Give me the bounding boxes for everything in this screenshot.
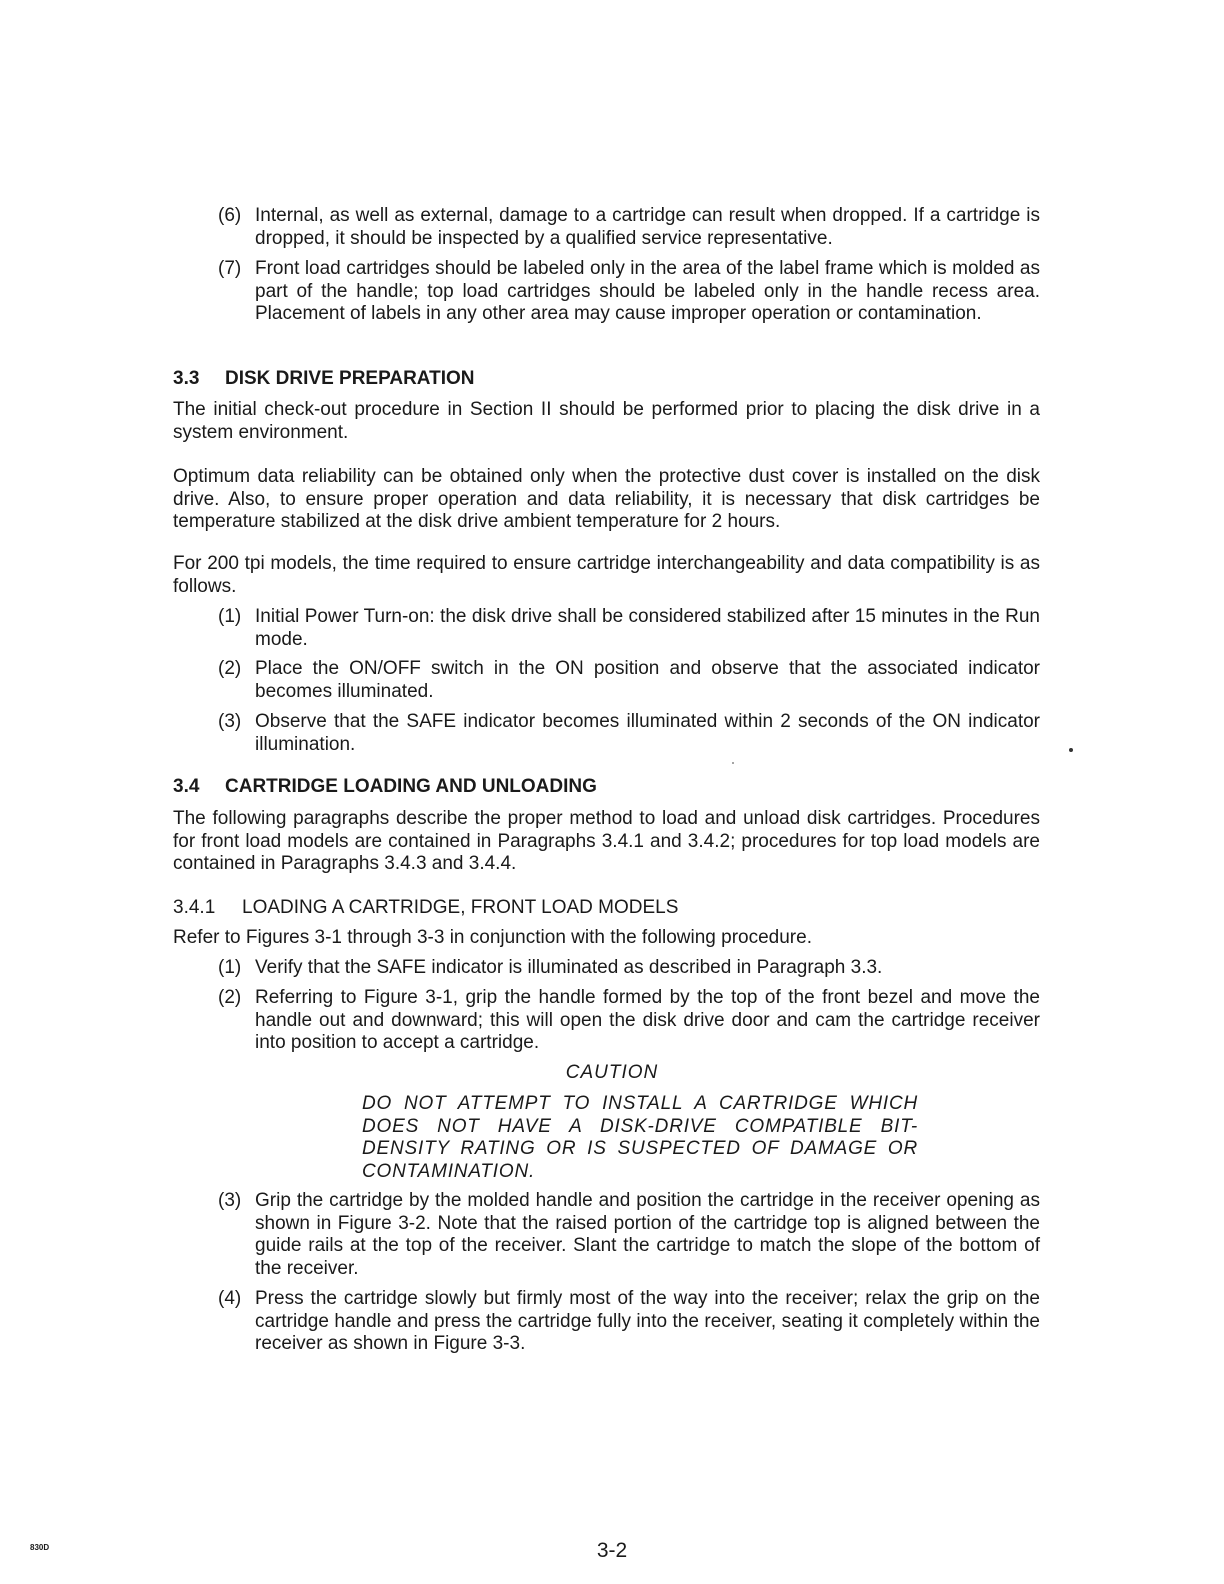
item-number: (1): [218, 957, 242, 978]
scan-speck: [732, 762, 734, 764]
page-number: 3-2: [596, 1539, 628, 1562]
section-number: 3.4: [173, 776, 200, 797]
list-item: [218, 205, 1040, 250]
item-number: (1): [218, 606, 242, 627]
item-text: Place the ON/OFF switch in the ON position and observe that the associated indicator becomes illuminated.: [255, 658, 1040, 702]
section-title: DISK DRIVE PREPARATION: [225, 368, 475, 389]
item-text: Verify that the SAFE indicator is illuminated as described in Paragraph 3.3.: [255, 957, 883, 978]
item-text: Observe that the SAFE indicator becomes illuminated within 2 seconds of the ON indicator illumination.: [255, 711, 1040, 755]
list-item: [218, 957, 1040, 980]
scan-speck: [1069, 748, 1073, 752]
section-heading-3-3: [173, 368, 475, 390]
paragraph: The initial check-out procedure in Section II should be performed prior to placing the disk drive in a system environment.: [173, 399, 1040, 443]
section-number: 3.4.1: [173, 897, 216, 918]
item-text: Initial Power Turn-on: the disk drive shall be considered stabilized after 15 minutes in the Run mode.: [255, 606, 1040, 650]
item-text: Grip the cartridge by the molded handle and position the cartridge in the receiver opening as shown in Figure 3-2. Note that the raised portion of the cartridge top is aligned between the guide rails at the top of the receiver. Slant the cartridge to match the slope of the bottom of the receiver.: [255, 1190, 1040, 1279]
item-text: Internal, as well as external, damage to a cartridge can result when dropped. If a cartridge is dropped, it should be inspected by a qualified service representative.: [255, 205, 1040, 249]
paragraph: Refer to Figures 3-1 through 3-3 in conjunction with the following procedure.: [173, 927, 812, 948]
item-text: Press the cartridge slowly but firmly most of the way into the receiver; relax the grip on the cartridge handle and press the cartridge fully into the receiver, seating it completely within the receiver as shown in Figure 3-3.: [255, 1288, 1040, 1354]
item-number: (3): [218, 1190, 242, 1211]
list-item: [218, 258, 1040, 326]
item-number: (3): [218, 711, 242, 732]
section-title: LOADING A CARTRIDGE, FRONT LOAD MODELS: [242, 897, 679, 918]
caution-title: CAUTION: [565, 1062, 659, 1083]
paragraph: Optimum data reliability can be obtained only when the protective dust cover is installed on the disk drive. Also, to ensure proper operation and data reliability, it is necessary that disk cartridges be temperature stabilized at the disk drive ambient temperature for 2 hours.: [173, 466, 1040, 532]
section-heading-3-4: [173, 776, 597, 798]
list-item: [218, 658, 1040, 703]
list-item: [218, 711, 1040, 756]
item-number: (6): [218, 205, 242, 226]
item-text: Front load cartridges should be labeled only in the area of the label frame which is molded as part of the handle; top load cartridges should be labeled only in the handle recess area. Placement of labels in any other area may cause improper operation or contamination.: [255, 258, 1040, 324]
item-number: (2): [218, 658, 242, 679]
section-heading-3-4-1: [173, 897, 678, 919]
section-title: CARTRIDGE LOADING AND UNLOADING: [225, 776, 597, 797]
item-number: (4): [218, 1288, 242, 1309]
list-item: [218, 987, 1040, 1055]
item-text: Referring to Figure 3-1, grip the handle formed by the top of the front bezel and move the handle out and downward; this will open the disk drive door and cam the cartridge receiver into position to accept a cartridge.: [255, 987, 1040, 1053]
list-item: [218, 1190, 1040, 1280]
item-number: (7): [218, 258, 242, 279]
paragraph: For 200 tpi models, the time required to ensure cartridge interchangeability and data compatibility is as follows.: [173, 553, 1040, 597]
list-item: [218, 1288, 1040, 1356]
footer-code: 830D: [30, 1543, 50, 1552]
paragraph: The following paragraphs describe the proper method to load and unload disk cartridges. Procedures for front load models are contained in Paragraphs 3.4.1 and 3.4.2; procedures for top load models are contained in Paragraphs 3.4.3 and 3.4.4.: [173, 808, 1040, 874]
item-number: (2): [218, 987, 242, 1008]
list-item: [218, 606, 1040, 651]
caution-text: DO NOT ATTEMPT TO INSTALL A CARTRIDGE WHICH DOES NOT HAVE A DISK-DRIVE COMPATIBLE BIT-DENSITY RATING OR IS SUSPECTED OF DAMAGE OR CONTAMINATION.: [362, 1093, 918, 1182]
section-number: 3.3: [173, 368, 200, 389]
